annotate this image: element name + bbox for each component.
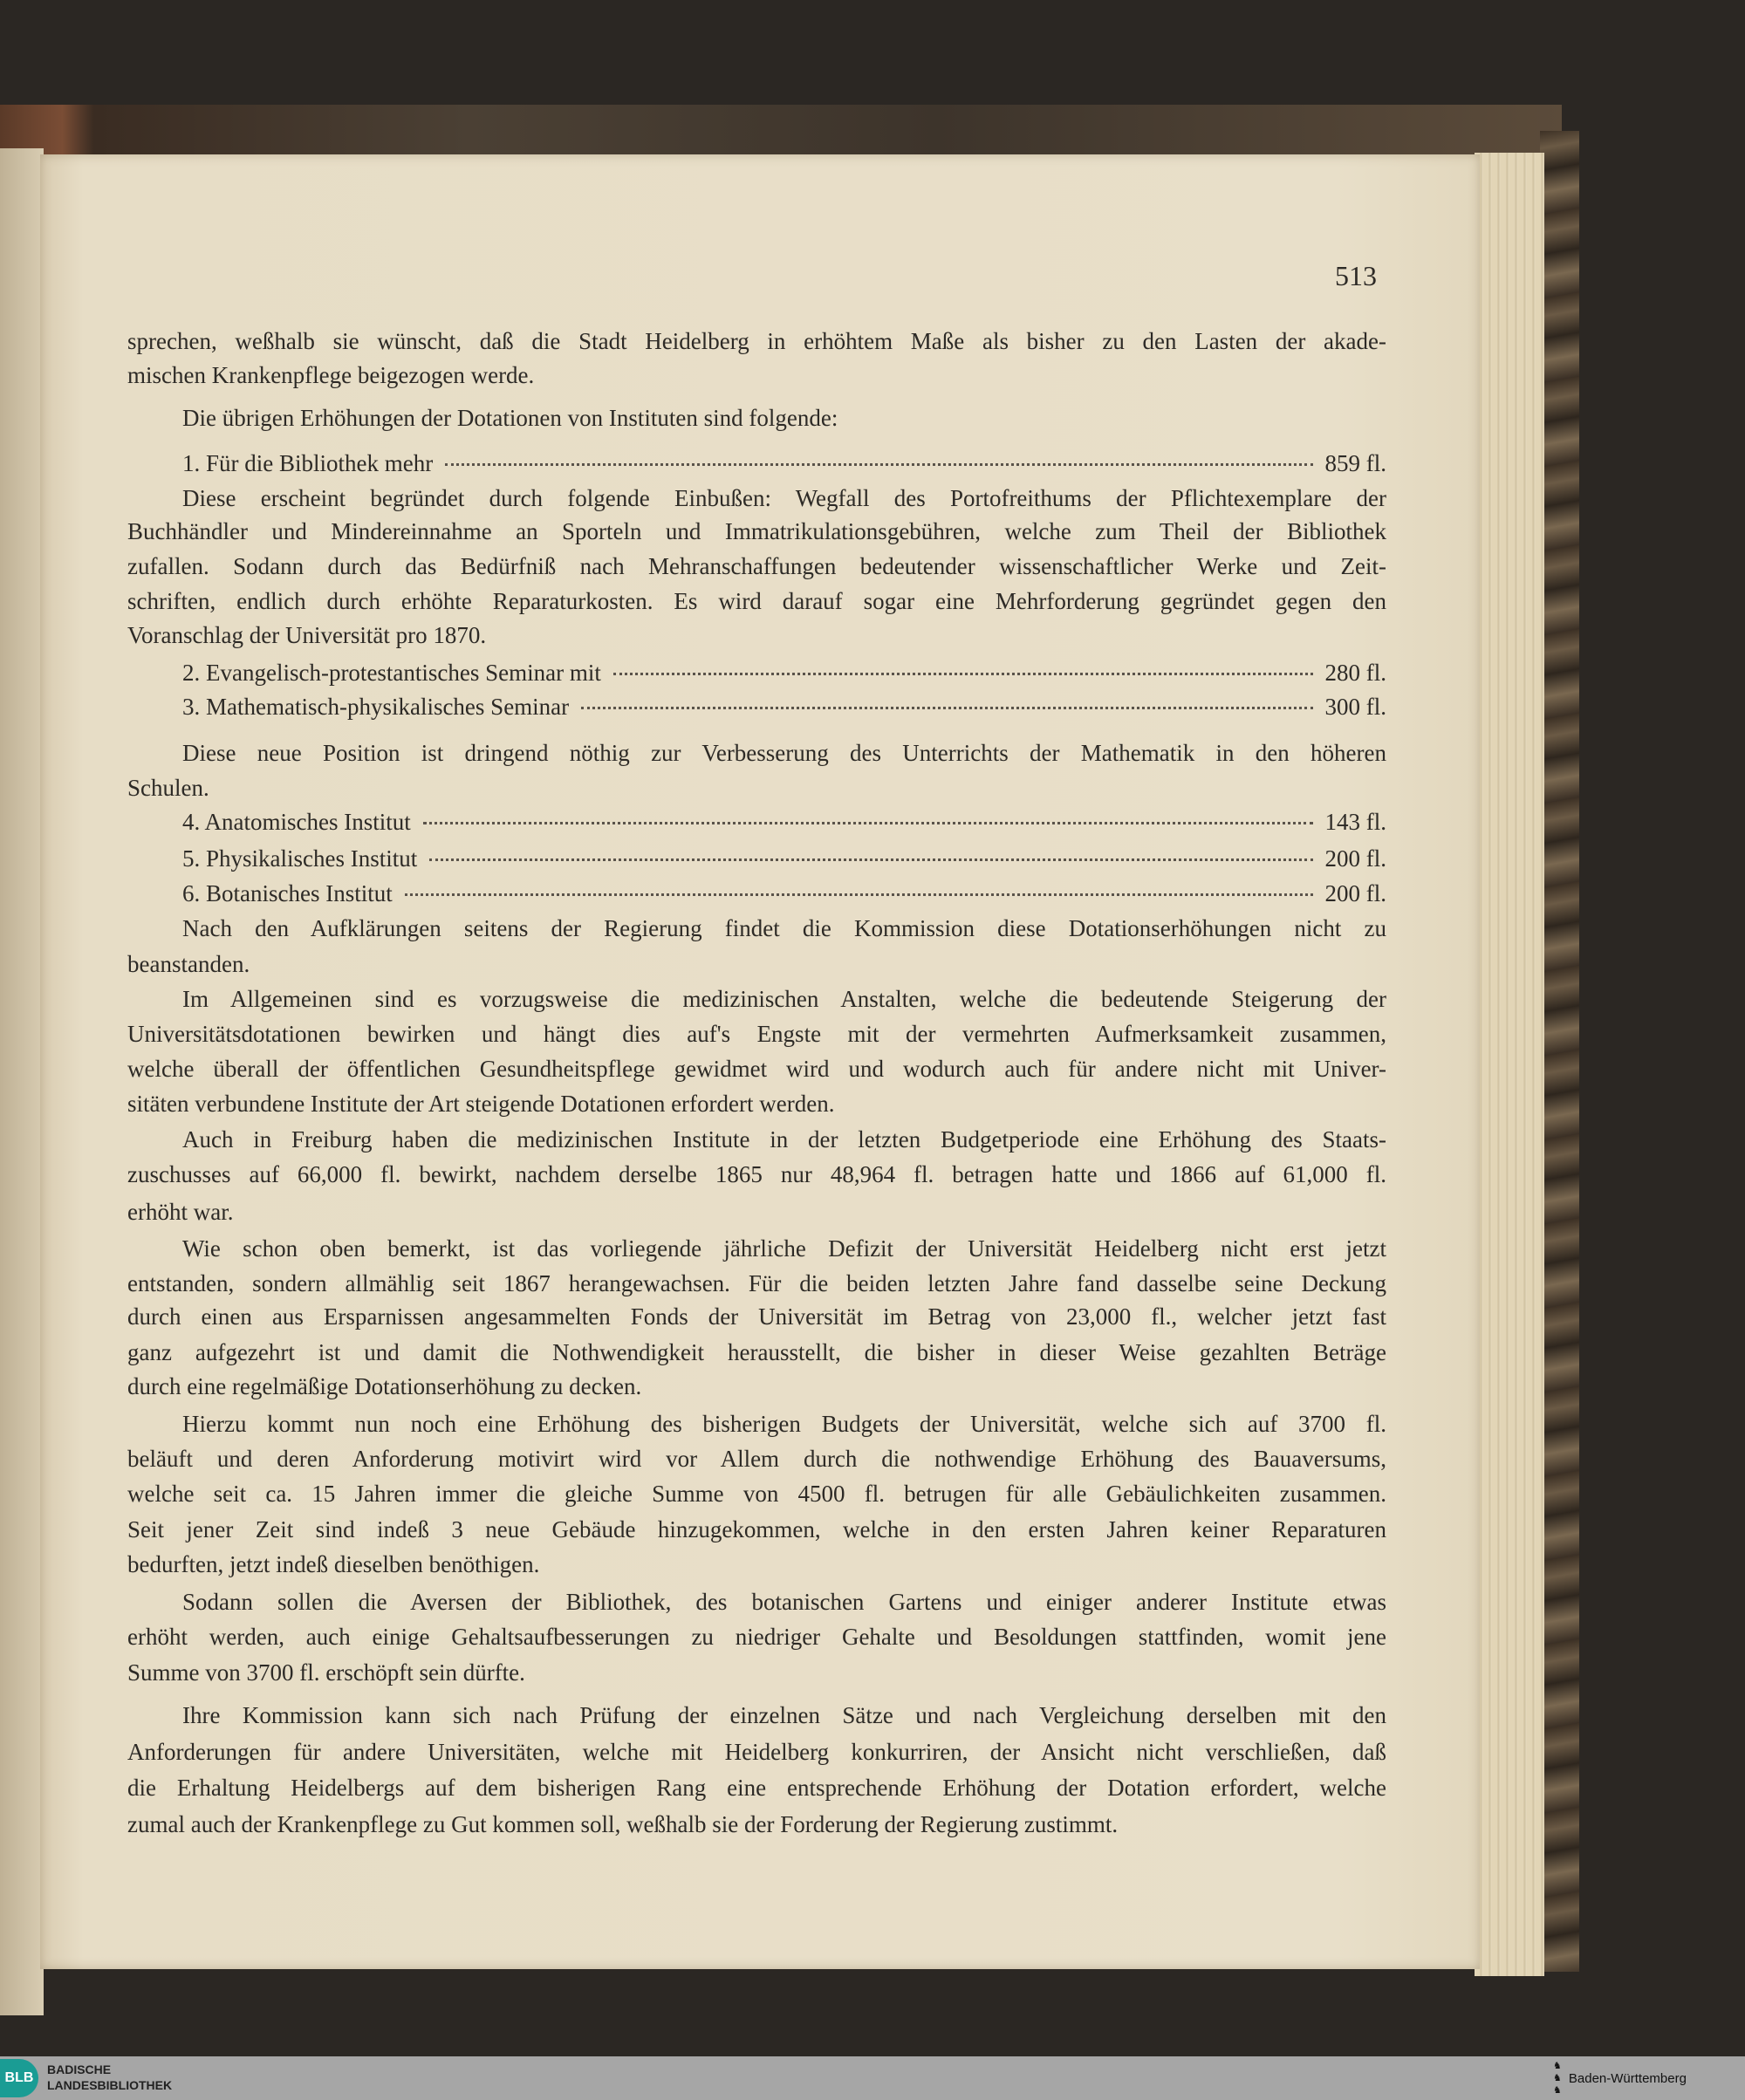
paragraph-line: zumal auch der Krankenpflege zu Gut kommen soll, weßhalb sie der Forderung der Regierung zustimmt.	[127, 1811, 1119, 1837]
paragraph-line: Summe von 3700 fl. erschöpft sein dürfte.	[127, 1659, 525, 1686]
paragraph-line: welche überall der öffentlichen Gesundheitspflege gewidmet wird und wodurch auch für andere nicht mit Univer-	[127, 1056, 1386, 1082]
dotation-item	[182, 807, 1386, 837]
dot-leader	[405, 893, 1313, 896]
item-label: 6. Botanisches Institut	[182, 880, 393, 906]
baden-wuerttemberg-label: Baden-Württemberg	[1568, 2070, 1687, 2086]
paragraph-line: welche seit ca. 15 Jahren immer die gleiche Summe von 4500 fl. betrugen für alle Gebäulichkeiten zusammen.	[127, 1481, 1386, 1507]
paragraph-line: Sodann sollen die Aversen der Bibliothek, des botanischen Gartens und einiger anderer Institute etwas	[182, 1589, 1386, 1615]
paragraph-line: durch einen aus Ersparnissen angesammelten Fonds der Universität im Betrag von 23,000 fl., welcher jetzt fast	[127, 1303, 1386, 1330]
dotation-item	[182, 448, 1386, 478]
paragraph-line: Auch in Freiburg haben die medizinischen Institute in der letzten Budgetperiode eine Erhöhung des Staats-	[182, 1126, 1386, 1153]
item-label: 5. Physikalisches Institut	[182, 845, 418, 872]
dotation-item	[182, 879, 1386, 908]
paragraph-line: Die übrigen Erhöhungen der Dotationen von Instituten sind folgende:	[182, 405, 838, 431]
paragraph-line: zufallen. Sodann durch das Bedürfniß nach Mehranschaffungen bedeutender wissenschaftlicher Werke und Zeit-	[127, 553, 1386, 579]
paragraph-line: mischen Krankenpflege beigezogen werde.	[127, 362, 535, 388]
item-amount: 300 fl.	[1324, 694, 1386, 720]
item-amount: 200 fl.	[1324, 880, 1386, 906]
item-amount: 280 fl.	[1324, 660, 1386, 686]
dotation-item	[182, 692, 1386, 722]
paragraph-line: Universitätsdotationen bewirken und hängt dies auf's Engste mit der vermehrten Aufmerksamkeit zusammen,	[127, 1021, 1386, 1047]
left-page-edge	[0, 148, 44, 2015]
paragraph-line: Im Allgemeinen sind es vorzugsweise die medizinischen Anstalten, welche die bedeutende Steigerung der	[182, 986, 1386, 1012]
dot-leader	[613, 673, 1313, 675]
paragraph-line: durch eine regelmäßige Dotationserhöhung zu decken.	[127, 1373, 642, 1399]
paragraph-line: Diese neue Position ist dringend nöthig zur Verbesserung des Unterrichts der Mathematik in den höheren	[182, 740, 1386, 766]
paragraph-line: Voranschlag der Universität pro 1870.	[127, 622, 487, 648]
page-number: 513	[1335, 260, 1377, 291]
paragraph-line: sprechen, weßhalb sie wünscht, daß die Stadt Heidelberg in erhöhtem Maße als bisher zu den Lasten der akade-	[127, 328, 1386, 354]
blb-logo[interactable]: BLB	[0, 2059, 38, 2097]
page-fore-edge	[1475, 153, 1544, 1976]
dot-leader	[423, 822, 1313, 824]
paragraph-line: Hierzu kommt nun noch eine Erhöhung des bisherigen Budgets der Universität, welche sich auf 3700 fl.	[182, 1411, 1386, 1437]
dot-leader	[429, 858, 1312, 861]
paragraph-line: Anforderungen für andere Universitäten, welche mit Heidelberg konkurriren, der Ansicht nicht verschließen, daß	[127, 1739, 1386, 1765]
baden-wuerttemberg-logo[interactable]	[1553, 2058, 1687, 2098]
paragraph-line: erhöht werden, auch einige Gehaltsaufbesserungen zu niedriger Gehalte und Besoldungen stattfinden, womit jene	[127, 1624, 1386, 1650]
item-label: 2. Evangelisch-protestantisches Seminar mit	[182, 660, 601, 686]
dot-leader	[445, 463, 1312, 466]
paragraph-line: bedurften, jetzt indeß dieselben benöthigen.	[127, 1551, 540, 1577]
item-amount: 143 fl.	[1324, 809, 1386, 835]
paragraph-line: Diese erscheint begründet durch folgende Einbußen: Wegfall des Portofreithums der Pflichtexemplare der	[182, 485, 1386, 511]
paragraph-line: sitäten verbundene Institute der Art steigende Dotationen erfordert werden.	[127, 1091, 835, 1117]
paragraph-line: schriften, endlich durch erhöhte Reparaturkosten. Es wird darauf sogar eine Mehrforderung gegründet gegen den	[127, 588, 1386, 614]
item-amount: 200 fl.	[1324, 845, 1386, 872]
paragraph-line: Nach den Aufklärungen seitens der Regierung findet die Kommission diese Dotationserhöhungen nicht zu	[182, 915, 1386, 941]
paragraph-line: entstanden, sondern allmählig seit 1867 herangewachsen. Für die beiden letzten Jahre fand dasselbe seine Deckung	[127, 1270, 1386, 1296]
footer-bar	[0, 2056, 1745, 2100]
item-label: 4. Anatomisches Institut	[182, 809, 411, 835]
paragraph-line: Schulen.	[127, 775, 209, 801]
blb-name-line1: BADISCHE	[47, 2062, 112, 2076]
blb-name-line2: LANDESBIBLIOTHEK	[47, 2078, 173, 2092]
paragraph-line: zuschusses auf 66,000 fl. bewirkt, nachdem derselbe 1865 nur 48,964 fl. betragen hatte und 1866 auf 61,000 fl.	[127, 1161, 1386, 1187]
paragraph-line: beanstanden.	[127, 951, 250, 977]
paragraph-line: ganz aufgezehrt ist und damit die Nothwendigkeit herausstellt, die bisher in dieser Weise gezahlten Beträge	[127, 1339, 1386, 1365]
dotation-item	[182, 658, 1386, 687]
lion-crest-icon: ♞ ♞ ♞	[1553, 2061, 1562, 2096]
item-label: 3. Mathematisch-physikalisches Seminar	[182, 694, 570, 720]
paragraph-line: Seit jener Zeit sind indeß 3 neue Gebäude hinzugekommen, welche in den ersten Jahren keiner Reparaturen	[127, 1516, 1386, 1543]
paragraph-line: Buchhändler und Mindereinnahme an Sporteln und Immatrikulationsgebühren, welche zum Theil der Bibliothek	[127, 518, 1386, 544]
paragraph-line: beläuft und deren Anforderung motivirt wird vor Allem durch die nothwendige Erhöhung des Bauaversums,	[127, 1446, 1386, 1472]
paragraph-line: erhöht war.	[127, 1199, 234, 1225]
item-label: 1. Für die Bibliothek mehr	[182, 450, 434, 476]
paragraph-line: die Erhaltung Heidelbergs auf dem bisherigen Rang eine entsprechende Erhöhung der Dotation erfordert, welche	[127, 1775, 1386, 1801]
paragraph-line: Wie schon oben bemerkt, ist das vorliegende jährliche Defizit der Universität Heidelberg nicht erst jetzt	[182, 1235, 1386, 1262]
dotation-item	[182, 844, 1386, 873]
paragraph-line: Ihre Kommission kann sich nach Prüfung der einzelnen Sätze und nach Vergleichung derselben mit den	[182, 1702, 1386, 1728]
item-amount: 859 fl.	[1324, 450, 1386, 476]
blb-name[interactable]	[47, 2062, 172, 2093]
dot-leader	[581, 707, 1312, 709]
book-cover-right	[1540, 131, 1579, 1972]
